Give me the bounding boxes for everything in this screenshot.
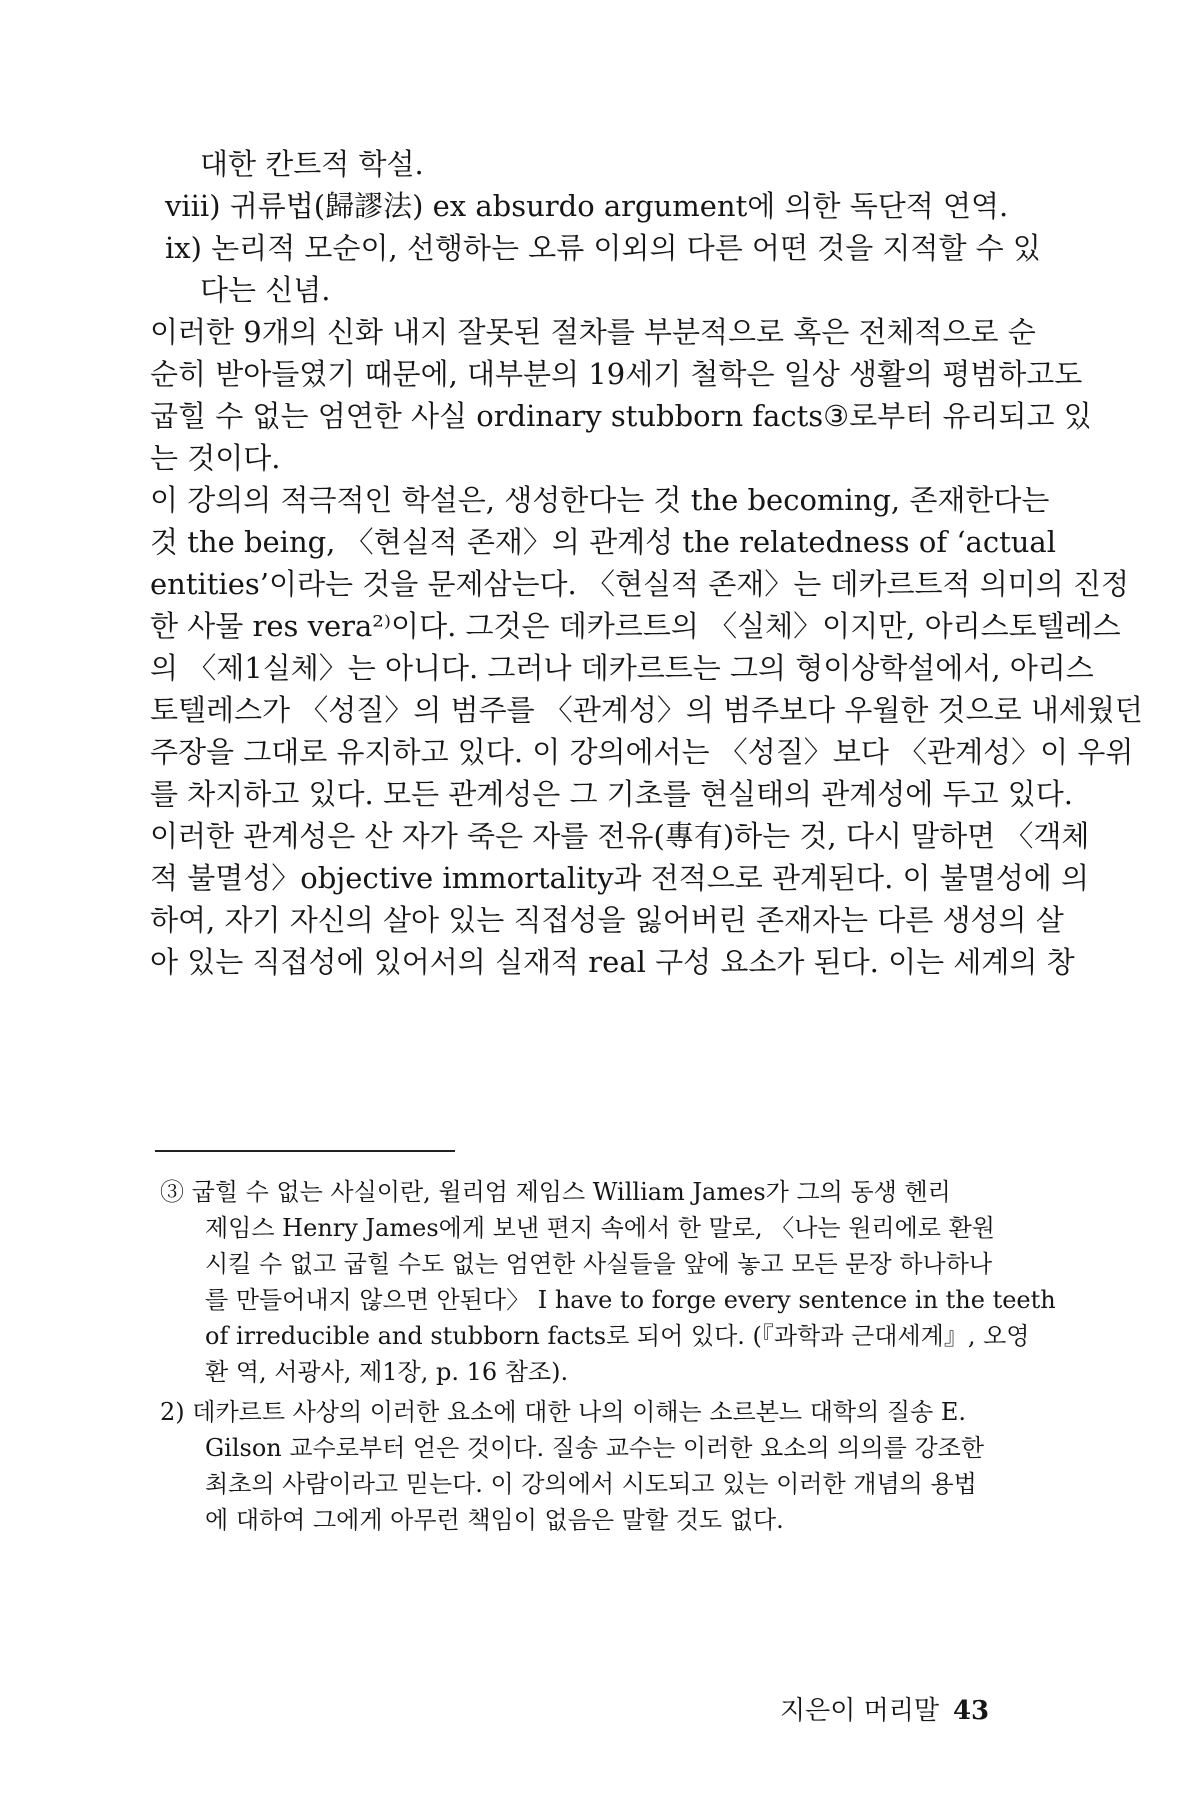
body-line: 것 the being, 〈현실적 존재〉의 관계성 the relatedness of ‘actual: [150, 525, 1056, 559]
footnote-line: of irreducible and stubborn facts로 되어 있다. (『과학과 근대세계』, 오영: [205, 1322, 1030, 1350]
body-line: 굽힐 수 없는 엄연한 사실 ordinary stubborn facts③로부터 유리되고 있: [150, 399, 1092, 433]
body-line: 아 있는 직접성에 있어서의 실재적 real 구성 요소가 된다. 이는 세계의 창: [150, 945, 1075, 979]
running-footer-label: 지은이 머리말: [780, 1696, 939, 1726]
body-line: 하여, 자기 자신의 살아 있는 직접성을 잃어버린 존재자는 다른 생성의 살: [150, 903, 1064, 937]
body-line: 적 불멸성〉objective immortality과 전적으로 관계된다. 이 불멸성에 의: [150, 861, 1090, 895]
body-line: entities’이라는 것을 문제삼는다. 〈현실적 존재〉는 데카르트적 의미의 진정: [150, 567, 1130, 601]
footnote-line: ③ 굽힐 수 없는 사실이란, 윌리엄 제임스 William James가 그의 동생 헨리: [160, 1178, 951, 1206]
footnote-line: 제임스 Henry James에게 보낸 편지 속에서 한 말로, 〈나는 원리에로 환원: [205, 1214, 995, 1242]
footnote-line: 환 역, 서광사, 제1장, p. 16 참조).: [205, 1358, 569, 1386]
body-line: viii) 귀류법(歸謬法) ex absurdo argument에 의한 독단적 연역.: [165, 189, 1009, 223]
body-line: 대한 칸트적 학설.: [200, 147, 424, 181]
body-line: 를 차지하고 있다. 모든 관계성은 그 기초를 현실태의 관계성에 두고 있다.: [150, 777, 1074, 811]
body-line: 의 〈제1실체〉는 아니다. 그러나 데카르트는 그의 형이상학설에서, 아리스: [150, 651, 1094, 685]
footnote-line: 에 대하여 그에게 아무런 책임이 없음은 말할 것도 없다.: [205, 1506, 784, 1534]
body-line: 이러한 9개의 신화 내지 잘못된 절차를 부분적으로 혹은 전체적으로 순: [150, 315, 1036, 349]
footnote-line: Gilson 교수로부터 얻은 것이다. 질송 교수는 이러한 요소의 의의를 강조한: [205, 1434, 985, 1462]
body-line: 이러한 관계성은 산 자가 죽은 자를 전유(專有)하는 것, 다시 말하면 〈객체: [150, 819, 1090, 853]
body-line: ix) 논리적 모순이, 선행하는 오류 이외의 다른 어떤 것을 지적할 수 있: [165, 231, 1041, 265]
page-footer: [780, 1690, 989, 1727]
footnote-divider: [155, 1150, 455, 1152]
page-number: 43: [952, 1696, 990, 1726]
footnote-line: 2) 데카르트 사상의 이러한 요소에 대한 나의 이해는 소르본느 대학의 질송 E.: [160, 1398, 967, 1426]
body-line: 토텔레스가 〈성질〉의 범주를 〈관계성〉의 범주보다 우월한 것으로 내세웠던: [150, 693, 1143, 727]
footnote-line: 시킬 수 없고 굽힐 수도 없는 엄연한 사실들을 앞에 놓고 모든 문장 하나하나: [205, 1250, 993, 1278]
body-line: 한 사물 res vera²⁾이다. 그것은 데카르트의 〈실체〉이지만, 아리스토텔레스: [150, 609, 1121, 643]
body-line: 순히 받아들였기 때문에, 대부분의 19세기 철학은 일상 생활의 평범하고도: [150, 357, 1083, 391]
body-line: 는 것이다.: [150, 441, 281, 475]
footnote-line: 를 만들어내지 않으면 안된다〉 I have to forge every sentence in the teeth: [205, 1286, 1056, 1314]
footnote-line: 최초의 사람이라고 믿는다. 이 강의에서 시도되고 있는 이러한 개념의 용법: [205, 1470, 977, 1498]
body-line: 이 강의의 적극적인 학설은, 생성한다는 것 the becoming, 존재한다는: [150, 483, 1050, 517]
body-line: 다는 신념.: [200, 273, 331, 307]
body-line: 주장을 그대로 유지하고 있다. 이 강의에서는 〈성질〉보다 〈관계성〉이 우위: [150, 735, 1134, 769]
